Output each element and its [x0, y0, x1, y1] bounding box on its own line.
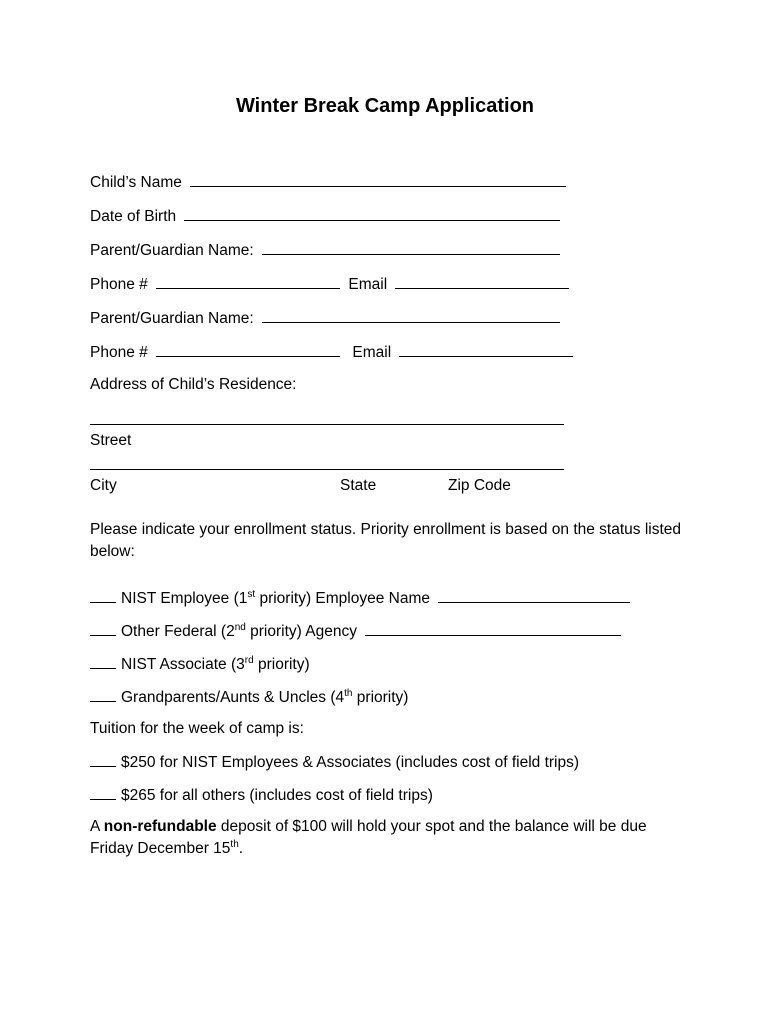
- phone-label: Phone #: [90, 276, 148, 293]
- enrollment-option-2: [90, 620, 621, 642]
- option-text: $265 for all others (includes cost of field trips): [121, 787, 433, 804]
- option-text: priority): [253, 656, 310, 673]
- option-text: Other Federal (2: [121, 623, 235, 640]
- phone-label: Phone #: [90, 344, 148, 361]
- street-label: Street: [90, 432, 132, 449]
- option-text: NIST Employee (1: [121, 590, 248, 607]
- street-line-row: [90, 409, 564, 431]
- tuition-option-2: [90, 784, 433, 806]
- phone-field-2[interactable]: [156, 341, 340, 357]
- parent-name-row-2: [90, 307, 560, 329]
- option-text: NIST Associate (3: [121, 656, 245, 673]
- enrollment-option-1: [90, 587, 630, 609]
- city-label: City: [90, 477, 117, 494]
- option-text: priority): [352, 689, 409, 706]
- ordinal-suffix: rd: [244, 654, 254, 666]
- tuition-check-1[interactable]: [90, 751, 116, 767]
- deposit-note: [90, 816, 690, 860]
- enrollment-intro: Please indicate your enrollment status. Priority enrollment is based on the status listed below:: [90, 521, 682, 560]
- option-text: priority) Employee Name: [255, 590, 430, 607]
- street-field[interactable]: [90, 409, 564, 425]
- parent-name-field-2[interactable]: [262, 307, 560, 323]
- parent-name-label: Parent/Guardian Name:: [90, 310, 254, 327]
- deposit-text: .: [238, 840, 244, 857]
- child-name-label: Child’s Name: [90, 174, 182, 191]
- option-text: Grandparents/Aunts & Uncles (4: [121, 689, 345, 706]
- ordinal-suffix: nd: [234, 621, 246, 633]
- enrollment-check-4[interactable]: [90, 686, 116, 702]
- city-state-zip-field[interactable]: [90, 454, 564, 470]
- parent-name-label: Parent/Guardian Name:: [90, 242, 254, 259]
- address-label: Address of Child’s Residence:: [90, 376, 297, 393]
- enrollment-option-3: [90, 653, 310, 675]
- enrollment-check-2[interactable]: [90, 620, 116, 636]
- agency-field[interactable]: [365, 620, 621, 636]
- email-label: Email: [348, 276, 388, 293]
- parent-name-field-1[interactable]: [262, 239, 560, 255]
- child-name-row: [90, 171, 566, 193]
- enrollment-check-3[interactable]: [90, 653, 116, 669]
- enrollment-option-4: [90, 686, 408, 708]
- ordinal-suffix: th: [230, 838, 239, 850]
- email-field-2[interactable]: [399, 341, 573, 357]
- form-title: Winter Break Camp Application: [235, 95, 535, 117]
- option-text: $250 for NIST Employees & Associates (includes cost of field trips): [121, 754, 580, 771]
- deposit-text: A: [90, 818, 104, 835]
- email-label: Email: [352, 344, 392, 361]
- email-field-1[interactable]: [395, 273, 569, 289]
- enrollment-check-1[interactable]: [90, 587, 116, 603]
- employee-name-field[interactable]: [438, 587, 630, 603]
- deposit-text: deposit of $100 will hold your spot and the balance will be due Friday December 15: [90, 818, 647, 857]
- dob-row: [90, 205, 560, 227]
- child-name-field[interactable]: [190, 171, 566, 187]
- city-line-row: [90, 454, 564, 476]
- option-text: priority) Agency: [245, 623, 357, 640]
- non-refundable-emphasis: non-refundable: [103, 818, 217, 835]
- zip-label: Zip Code: [448, 477, 511, 494]
- parent-name-row-1: [90, 239, 560, 261]
- phone-field-1[interactable]: [156, 273, 340, 289]
- tuition-intro: Tuition for the week of camp is:: [90, 720, 304, 737]
- state-label: State: [340, 477, 377, 494]
- ordinal-suffix: st: [247, 588, 256, 600]
- dob-label: Date of Birth: [90, 208, 177, 225]
- phone-email-row-2: [90, 341, 573, 363]
- dob-field[interactable]: [184, 205, 560, 221]
- tuition-option-1: [90, 751, 579, 773]
- tuition-check-2[interactable]: [90, 784, 116, 800]
- phone-email-row-1: [90, 273, 569, 295]
- ordinal-suffix: th: [344, 687, 353, 699]
